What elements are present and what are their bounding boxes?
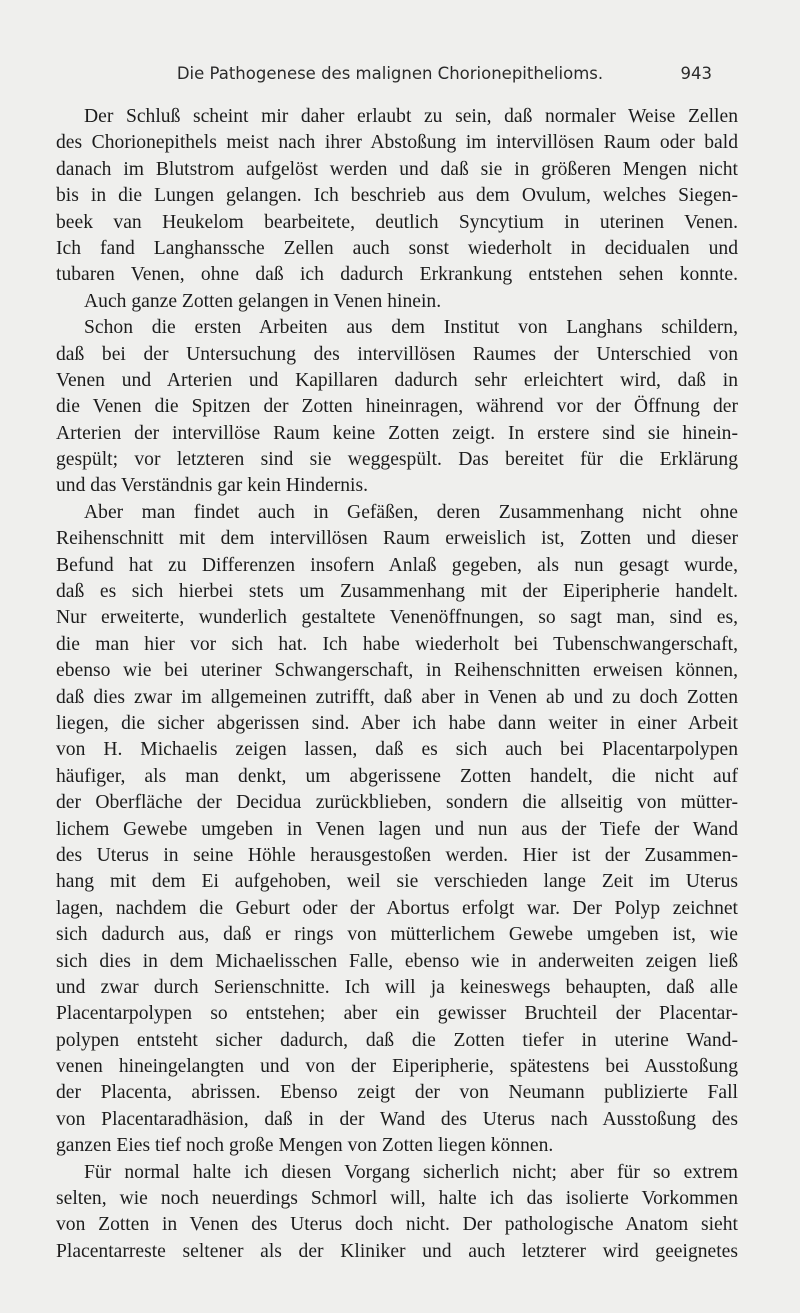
text-line: Venen und Arterien und Kapillaren dadurch sehr erleichtert wird, daß in [56,369,738,391]
text-line: Aber man findet auch in Gefäßen, deren Zusammenhang nicht ohne [84,501,738,523]
body-text [56,104,738,1265]
text-line: und zwar durch Serienschnitte. Ich will ja keineswegs behaupten, daß alle [56,976,738,998]
text-line: sich dies in dem Michaelisschen Falle, ebenso wie in anderweiten zeigen ließ [56,950,738,972]
text-line: Auch ganze Zotten gelangen in Venen hinein. [84,290,442,312]
text-line: daß es sich hierbei stets um Zusammenhang mit der Eiperipherie handelt. [56,581,738,603]
running-title: Die Pathogenese des malignen Chorionepithelioms. [176,64,604,83]
text-line: polypen entsteht sicher dadurch, daß die Zotten tiefer in uterine Wand- [56,1029,738,1051]
text-line: und das Verständnis gar kein Hindernis. [56,475,368,497]
text-line: des Uterus in seine Höhle herausgestoßen werden. Hier ist der Zusammen- [56,844,738,866]
running-head [0,64,800,88]
text-line: Placentarreste seltener als der Kliniker und auch letzterer wird geeignetes [56,1240,738,1262]
text-line: von Zotten in Venen des Uterus doch nicht. Der pathologische Anatom sieht [56,1214,738,1236]
text-line: von Placentaradhäsion, daß in der Wand des Uterus nach Ausstoßung des [56,1108,738,1130]
text-line: Der Schluß scheint mir daher erlaubt zu sein, daß normaler Weise Zellen [84,106,738,127]
text-line: der Placenta, abrissen. Ebenso zeigt der von Neumann publizierte Fall [56,1082,738,1104]
text-line: des Chorionepithels meist nach ihrer Abstoßung im intervillösen Raum oder bald [56,132,738,154]
text-line: Placentarpolypen so entstehen; aber ein gewisser Bruchteil der Placentar- [56,1003,738,1025]
text-line: häufiger, als man denkt, um abgerissene Zotten handelt, die nicht auf [56,765,738,787]
text-line: lagen, nachdem die Geburt oder der Abortus erfolgt war. Der Polyp zeichnet [56,897,738,919]
page-number: 943 [680,64,712,83]
text-line: beek van Heukelom bearbeitete, deutlich Syncytium in uterinen Venen. [56,211,738,233]
text-line: die Venen die Spitzen der Zotten hineinragen, während vor der Öffnung der [56,396,738,418]
text-line: Für normal halte ich diesen Vorgang sicherlich nicht; aber für so extrem [84,1161,738,1183]
text-line: sich dadurch aus, daß er rings von mütterlichem Gewebe umgeben ist, wie [56,924,738,946]
text-line: hang mit dem Ei aufgehoben, weil sie verschieden lange Zeit im Uterus [56,871,738,893]
text-line: gespült; vor letzteren sind sie weggespült. Das bereitet für die Erklärung [56,449,738,471]
text-line: lichem Gewebe umgeben in Venen lagen und nun aus der Tiefe der Wand [56,818,738,840]
text-line: die man hier vor sich hat. Ich habe wiederholt bei Tubenschwangerschaft, [56,633,738,655]
text-line: Befund hat zu Differenzen insofern Anlaß gegeben, als nun gesagt wurde, [56,554,738,576]
text-line: der Oberfläche der Decidua zurückblieben, sondern die allseitig von mütter- [56,792,738,814]
text-line: Reihenschnitt mit dem intervillösen Raum erweislich ist, Zotten und dieser [56,528,738,550]
text-line: liegen, die sicher abgerissen sind. Aber ich habe dann weiter in einer Arbeit [56,712,738,734]
text-line: daß bei der Untersuchung des intervillösen Raumes der Unterschied von [56,343,738,365]
text-line: venen hineingelangten und von der Eiperipherie, spätestens bei Ausstoßung [56,1056,738,1078]
text-line: danach im Blutstrom aufgelöst werden und daß sie in größeren Mengen nicht [56,158,738,180]
text-line: Nur erweiterte, wunderlich gestaltete Venenöffnungen, so sagt man, sind es, [56,607,738,629]
text-line: Schon die ersten Arbeiten aus dem Institut von Langhans schildern, [84,317,738,339]
text-line: Ich fand Langhanssche Zellen auch sonst wiederholt in decidualen und [56,237,738,259]
text-line: von H. Michaelis zeigen lassen, daß es sich auch bei Placentarpolypen [56,739,738,761]
text-line: ebenso wie bei uteriner Schwangerschaft, in Reihenschnitten erweisen können, [56,660,738,682]
text-line: Arterien der intervillöse Raum keine Zotten zeigt. In erstere sind sie hinein- [56,422,738,444]
text-line: selten, wie noch neuerdings Schmorl will, halte ich das isolierte Vorkommen [56,1188,738,1210]
text-line: tubaren Venen, ohne daß ich dadurch Erkrankung entstehen sehen konnte. [56,264,738,286]
text-line: daß dies zwar im allgemeinen zutrifft, daß aber in Venen ab und zu doch Zotten [56,686,738,708]
text-line: ganzen Eies tief noch große Mengen von Zotten liegen können. [56,1135,554,1157]
text-line: bis in die Lungen gelangen. Ich beschrieb aus dem Ovulum, welches Siegen- [56,185,738,207]
